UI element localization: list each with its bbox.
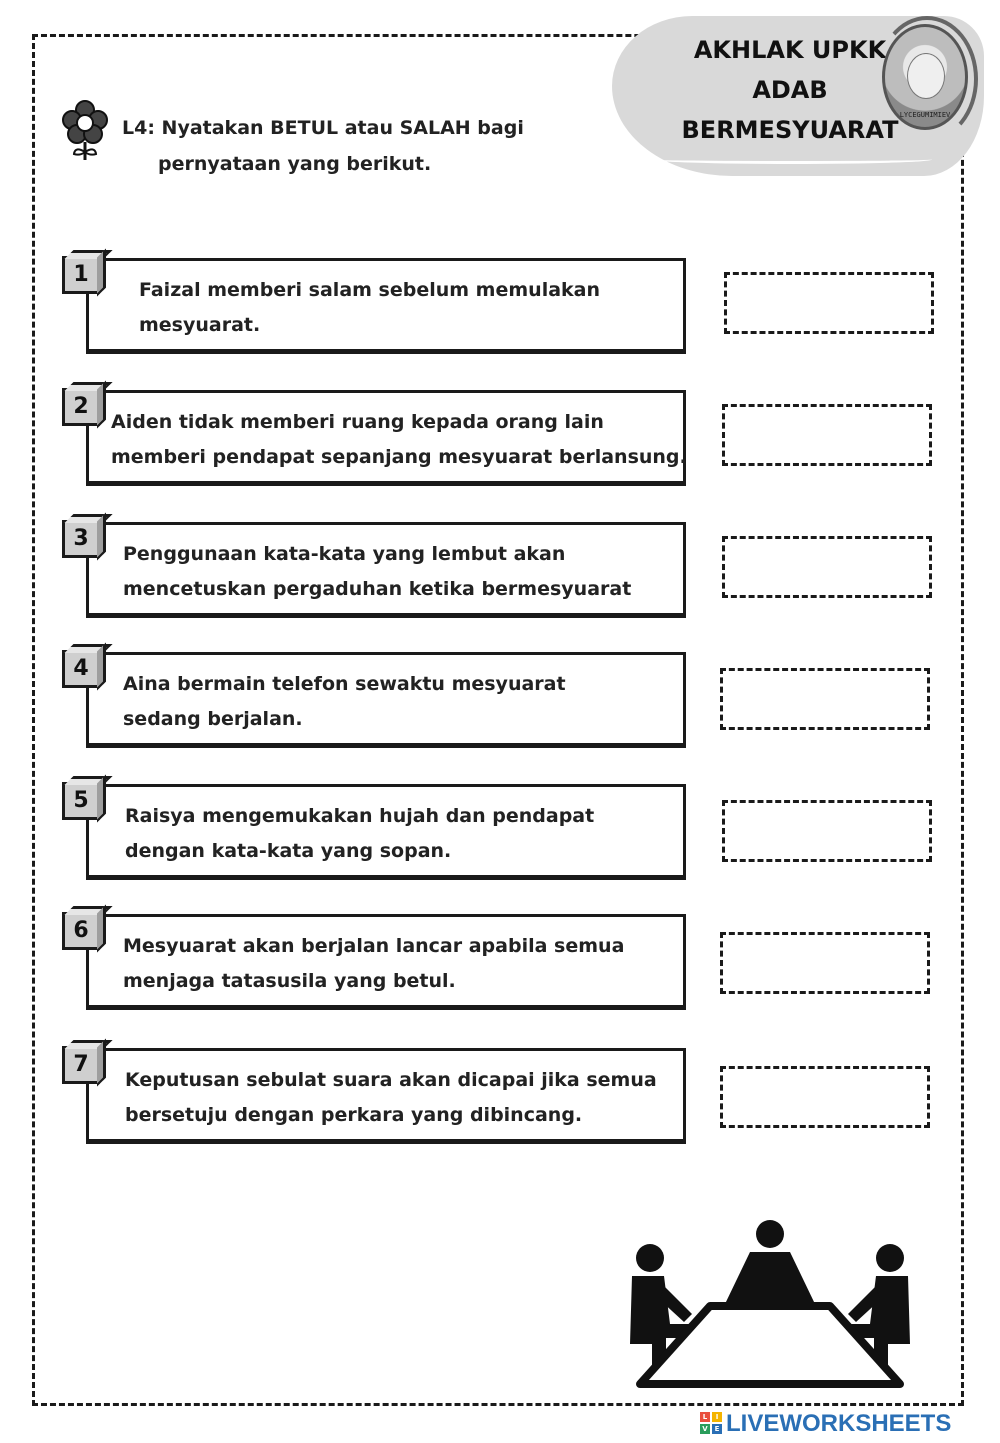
worksheet-title xyxy=(680,30,900,150)
meeting-table-illustration xyxy=(620,1214,920,1394)
question-box-1 xyxy=(86,258,686,352)
answer-box-7[interactable] xyxy=(720,1066,930,1128)
instruction xyxy=(122,110,562,182)
question-4-line-1: Aina bermain telefon sewaktu mesyuarat xyxy=(123,673,566,695)
question-text-5 xyxy=(89,799,725,869)
answer-box-5[interactable] xyxy=(722,800,932,862)
title-line-2: ADAB xyxy=(752,76,828,104)
question-text-3 xyxy=(89,537,723,607)
title-line-3: BERMESYUARAT xyxy=(681,116,899,144)
question-1-line-1: Faizal memberi salam sebelum memulakan xyxy=(139,279,601,301)
question-box-3 xyxy=(86,522,686,616)
question-text-6 xyxy=(89,929,723,999)
instruction-line-2: pernyataan yang berikut. xyxy=(158,153,432,175)
question-text-2 xyxy=(89,405,711,475)
question-3-line-2: mencetuskan pergaduhan ketika bermesyuarat xyxy=(123,578,632,600)
brand-logo xyxy=(700,1408,996,1438)
avatar-caption: LYCEGUMIMIEV xyxy=(899,111,951,119)
question-2-line-2: memberi pendapat sepanjang mesyuarat berlansung. xyxy=(111,446,687,468)
question-box-2 xyxy=(86,390,686,484)
answer-box-4[interactable] xyxy=(720,668,930,730)
question-number-2: 2 xyxy=(62,388,100,426)
avatar xyxy=(882,24,968,130)
person-head-center xyxy=(756,1220,784,1248)
answer-box-3[interactable] xyxy=(722,536,932,598)
answer-box-2[interactable] xyxy=(722,404,932,466)
question-box-7 xyxy=(86,1048,686,1142)
question-7-line-1: Keputusan sebulat suara akan dicapai jika semua xyxy=(125,1069,657,1091)
question-4-line-2: sedang berjalan. xyxy=(123,708,303,730)
person-head-left xyxy=(636,1244,664,1272)
title-line-1: AKHLAK UPKK xyxy=(693,36,887,64)
question-number-6: 6 xyxy=(62,912,100,950)
question-6-line-1: Mesyuarat akan berjalan lancar apabila semua xyxy=(123,935,625,957)
avatar-face xyxy=(907,53,945,99)
question-2-line-1: Aiden tidak memberi ruang kepada orang lain xyxy=(111,411,604,433)
question-text-4 xyxy=(89,667,723,737)
question-box-5 xyxy=(86,784,686,878)
question-5-line-1: Raisya mengemukakan hujah dan pendapat xyxy=(125,805,595,827)
question-1-line-2: mesyuarat. xyxy=(139,314,261,336)
question-6-line-2: menjaga tatasusila yang betul. xyxy=(123,970,456,992)
brand-text: LIVEWORKSHEETS xyxy=(726,1410,952,1437)
answer-box-1[interactable] xyxy=(724,272,934,334)
question-text-7 xyxy=(89,1063,725,1133)
question-number-3: 3 xyxy=(62,520,100,558)
question-number-4: 4 xyxy=(62,650,100,688)
instruction-line-1: L4: Nyatakan BETUL atau SALAH bagi xyxy=(122,117,524,139)
question-number-7: 7 xyxy=(62,1046,100,1084)
question-number-5: 5 xyxy=(62,782,100,820)
question-box-6 xyxy=(86,914,686,1008)
question-number-1: 1 xyxy=(62,256,100,294)
person-head-right xyxy=(876,1244,904,1272)
brand-icon: L I V E xyxy=(700,1412,724,1436)
question-box-4 xyxy=(86,652,686,746)
answer-box-6[interactable] xyxy=(720,932,930,994)
question-3-line-1: Penggunaan kata-kata yang lembut akan xyxy=(123,543,566,565)
question-text-1 xyxy=(89,273,739,343)
question-7-line-2: bersetuju dengan perkara yang dibincang. xyxy=(125,1104,583,1126)
question-5-line-2: dengan kata-kata yang sopan. xyxy=(125,840,452,862)
flower-icon xyxy=(60,98,110,162)
